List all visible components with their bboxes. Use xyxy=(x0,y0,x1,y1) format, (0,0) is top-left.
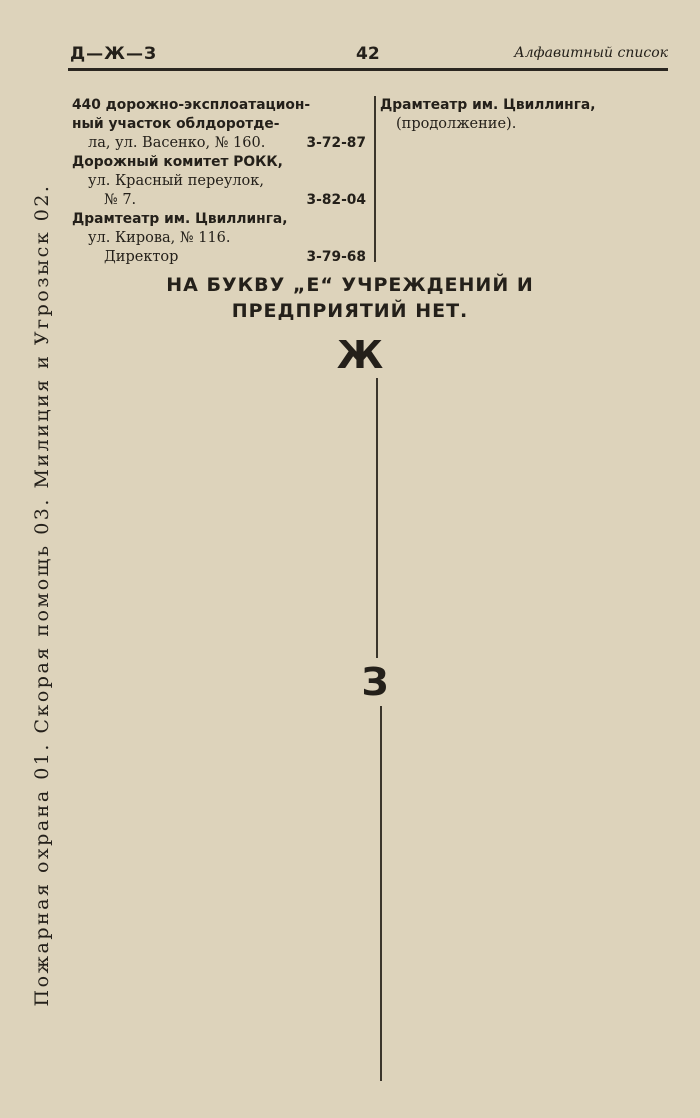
entry-heading: Драмтеатр им. Цвиллинга, xyxy=(380,97,596,113)
page-number: 42 xyxy=(356,44,380,64)
header-title: Алфавитный список xyxy=(514,45,668,61)
entry-line: ул. Кирова, № 116. xyxy=(88,230,231,246)
no-letter-e-line2: ПРЕДПРИЯТИЙ НЕТ. xyxy=(231,300,469,322)
phone-number: 3-82-04 xyxy=(306,192,366,208)
entry-line: Драмтеатр им. Цвиллинга, xyxy=(72,211,288,227)
entry-line: (продолжение). xyxy=(396,116,517,132)
emergency-numbers-text: Пожарная охрана 01. Скорая помощь 03. Милиция и Угрозыск 02. xyxy=(31,183,53,1007)
entry-line: 440 дорожно-эксплоатацион- xyxy=(72,97,311,113)
section-d-left-column xyxy=(72,96,366,267)
entry-last-line xyxy=(72,134,366,153)
entry-text: ла, ул. Васенко, № 160. xyxy=(88,135,266,151)
letter-heading-z: З xyxy=(361,660,389,704)
entry-last-line xyxy=(72,248,366,267)
entry-line: Дорожный комитет РОКК, xyxy=(72,154,283,170)
entry-text: Директор xyxy=(104,249,179,265)
section-d-right-column xyxy=(380,96,673,134)
column-divider xyxy=(374,96,376,262)
page-header xyxy=(68,44,668,71)
entry-last-line xyxy=(72,191,366,210)
entry-line: ул. Красный переулок, xyxy=(88,173,264,189)
emergency-numbers-sidebar xyxy=(22,150,62,1050)
entry-text: № 7. xyxy=(104,192,137,208)
header-letters: Д—Ж—З xyxy=(70,44,158,64)
column-divider xyxy=(380,706,382,1081)
phone-number: 3-79-68 xyxy=(306,249,366,265)
letter-heading-zh: Ж xyxy=(336,333,384,377)
entry-line: ный участок облдоротде- xyxy=(72,116,280,132)
no-letter-e-notice xyxy=(80,272,620,324)
no-letter-e-line1: НА БУКВУ „Е“ УЧРЕЖДЕНИЙ И xyxy=(166,274,534,296)
phone-number: 3-72-87 xyxy=(306,135,366,151)
column-divider xyxy=(376,378,378,658)
